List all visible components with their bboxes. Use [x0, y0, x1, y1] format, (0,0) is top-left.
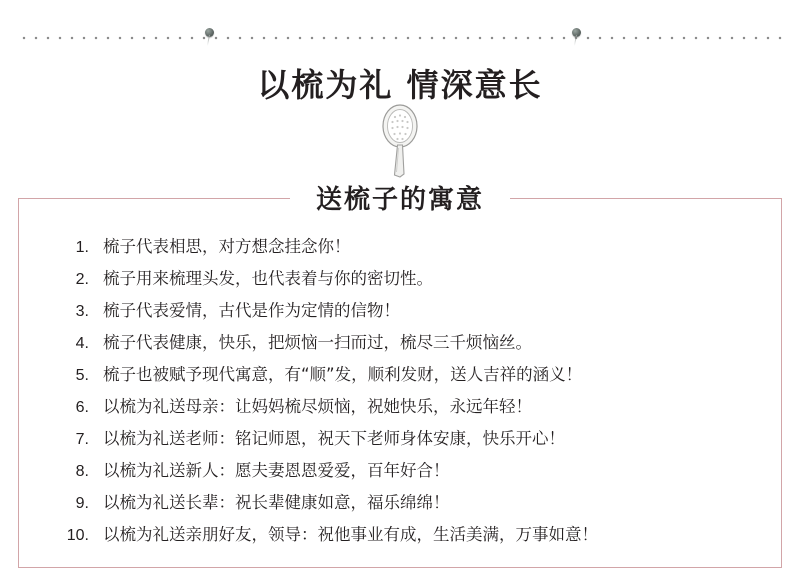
list-item [49, 265, 761, 297]
list-item-text: 以梳为礼送长辈：祝长辈健康如意，福乐绵绵！ [103, 493, 450, 512]
page-title: 以梳为礼 情深意长 [257, 66, 543, 104]
list-item-text: 以梳为礼送老师：铭记师恩，祝天下老师身体安康，快乐开心！ [103, 429, 565, 448]
pin-icon [205, 28, 214, 37]
list-item-text: 以梳为礼送母亲：让妈妈梳尽烦恼，祝她快乐，永远年轻！ [103, 397, 532, 416]
list-item-text: 以梳为礼送亲朋好友，领导：祝他事业有成，生活美满，万事如意！ [103, 525, 598, 544]
list-item-text: 梳子代表相思，对方想念挂念你！ [103, 237, 351, 256]
list-item [49, 393, 761, 425]
list-item-number: 9. [75, 495, 89, 512]
list-item-text: 以梳为礼送新人：愿夫妻恩恩爱爱，百年好合！ [103, 461, 450, 480]
list-item-number: 1. [75, 239, 89, 256]
list-item [49, 521, 761, 553]
list-item-number: 10. [66, 527, 89, 544]
list-item-number: 8. [75, 463, 89, 480]
list-item-number: 5. [75, 367, 89, 384]
list-item [49, 297, 761, 329]
list-item-number: 6. [75, 399, 89, 416]
hairbrush-icon [373, 104, 427, 178]
list-item-text: 梳子代表爱情，古代是作为定情的信物！ [103, 301, 400, 320]
meaning-card [18, 185, 782, 568]
card-title-wrap [19, 179, 781, 216]
list-item-number: 2. [75, 271, 89, 288]
list-item [49, 329, 761, 361]
list-item [49, 233, 761, 265]
list-item-number: 3. [75, 303, 89, 320]
card-title: 送梳子的寓意 [290, 179, 510, 216]
meaning-list [49, 233, 761, 553]
list-item-text: 梳子代表健康，快乐，把烦恼一扫而过，梳尽三千烦恼丝。 [103, 333, 532, 352]
list-item-text: 梳子用来梳理头发，也代表着与你的密切性。 [103, 269, 433, 288]
pin-icon [572, 28, 581, 37]
list-item [49, 425, 761, 457]
list-item [49, 361, 761, 393]
dotted-divider [18, 36, 782, 40]
list-item-text: 梳子也被赋予现代寓意，有“顺”发，顺利发财，送人吉祥的涵义！ [103, 365, 583, 384]
list-item [49, 457, 761, 489]
list-item-number: 4. [75, 335, 89, 352]
list-item-number: 7. [75, 431, 89, 448]
list-item [49, 489, 761, 521]
